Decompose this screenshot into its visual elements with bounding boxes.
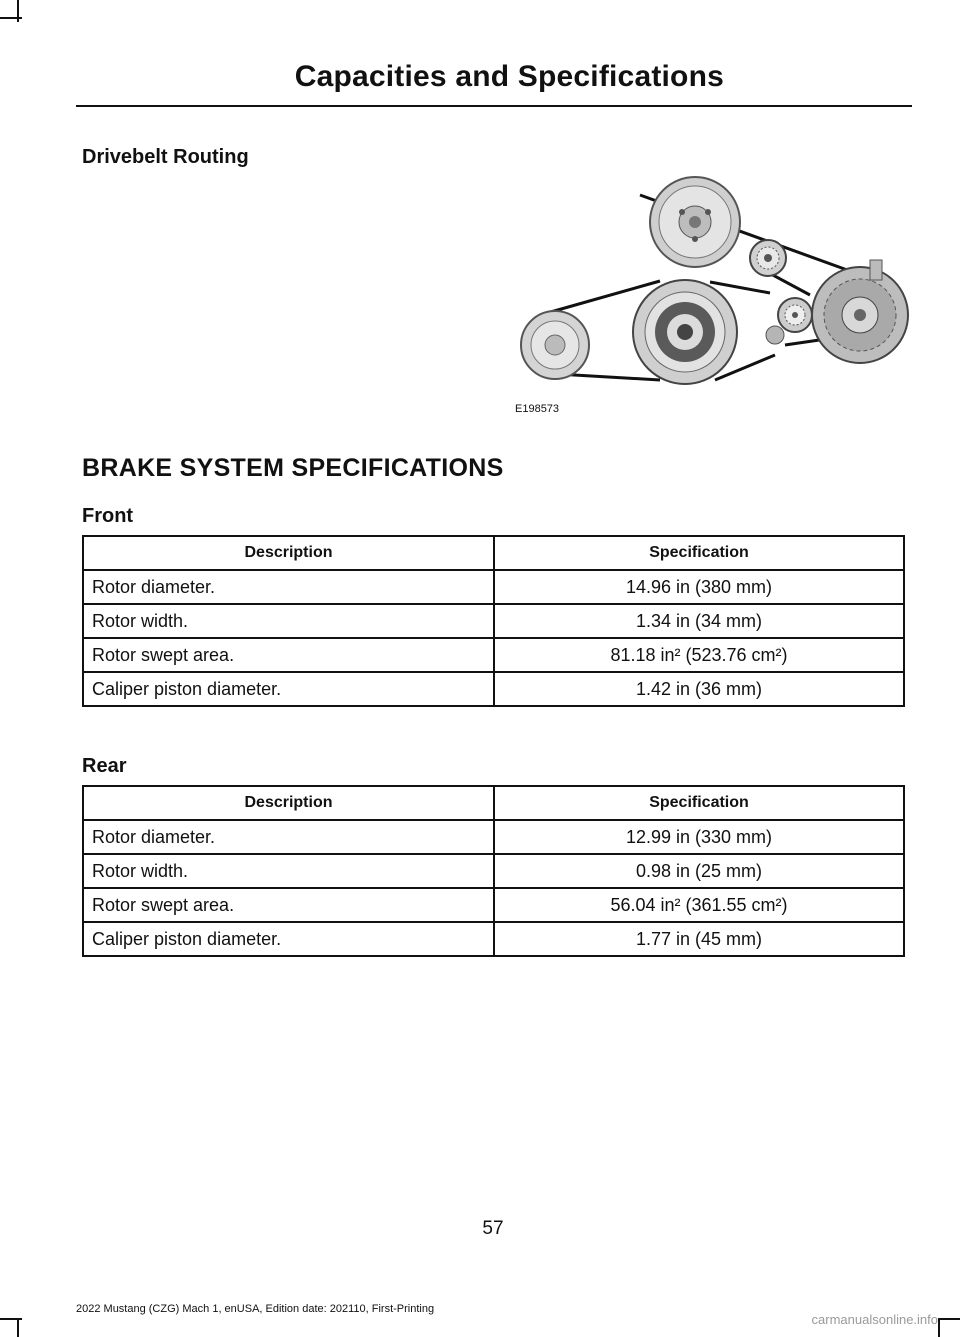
column-header-specification: Specification: [494, 536, 904, 570]
footer-text: 2022 Mustang (CZG) Mach 1, enUSA, Edition date: 202110, First-Printing: [76, 1303, 435, 1315]
table-row: [83, 638, 904, 672]
description-cell: Rotor swept area.: [83, 888, 494, 922]
table-row: [83, 854, 904, 888]
specification-cell: 1.34 in (34 mm): [494, 604, 904, 638]
front-heading: Front: [82, 505, 134, 527]
crop-mark: [938, 1318, 960, 1320]
table-row: [83, 570, 904, 604]
column-header-specification: Specification: [494, 786, 904, 820]
description-cell: Caliper piston diameter.: [83, 922, 494, 956]
header-rule: [76, 105, 912, 107]
drivebelt-heading: Drivebelt Routing: [82, 146, 249, 168]
specification-cell: 1.77 in (45 mm): [494, 922, 904, 956]
table-row: [83, 604, 904, 638]
rear-heading: Rear: [82, 755, 127, 777]
rear-spec-table: [82, 785, 905, 957]
page-header-title: Capacities and Specifications: [294, 60, 724, 93]
crop-mark: [938, 1318, 940, 1337]
table-row: [83, 672, 904, 706]
drivebelt-routing-diagram: [510, 175, 910, 420]
page-number: 57: [482, 1218, 504, 1239]
brake-specs-heading: BRAKE SYSTEM SPECIFICATIONS: [82, 454, 504, 482]
table-row: [83, 888, 904, 922]
figure-code: E198573: [515, 403, 560, 415]
table-header-row: [83, 536, 904, 570]
idler-pulley: [750, 240, 786, 276]
table-header-row: [83, 786, 904, 820]
description-cell: Rotor swept area.: [83, 638, 494, 672]
crop-mark: [17, 0, 19, 22]
description-cell: Rotor diameter.: [83, 570, 494, 604]
specification-cell: 14.96 in (380 mm): [494, 570, 904, 604]
description-cell: Rotor width.: [83, 604, 494, 638]
column-header-description: Description: [83, 536, 494, 570]
description-cell: Rotor diameter.: [83, 820, 494, 854]
column-header-description: Description: [83, 786, 494, 820]
ac-compressor-pulley: [521, 311, 589, 379]
alternator: [812, 260, 908, 363]
crop-mark: [17, 1318, 19, 1337]
specification-cell: 81.18 in² (523.76 cm²): [494, 638, 904, 672]
specification-cell: 12.99 in (330 mm): [494, 820, 904, 854]
table-row: [83, 820, 904, 854]
specification-cell: 0.98 in (25 mm): [494, 854, 904, 888]
water-pump-pulley: [650, 177, 740, 267]
description-cell: Rotor width.: [83, 854, 494, 888]
specification-cell: 1.42 in (36 mm): [494, 672, 904, 706]
watermark: carmanualsonline.info: [811, 1312, 938, 1327]
description-cell: Caliper piston diameter.: [83, 672, 494, 706]
table-row: [83, 922, 904, 956]
tensioner-pulley: [766, 298, 812, 344]
specification-cell: 56.04 in² (361.55 cm²): [494, 888, 904, 922]
front-spec-table: [82, 535, 905, 707]
crankshaft-pulley: [633, 280, 737, 384]
